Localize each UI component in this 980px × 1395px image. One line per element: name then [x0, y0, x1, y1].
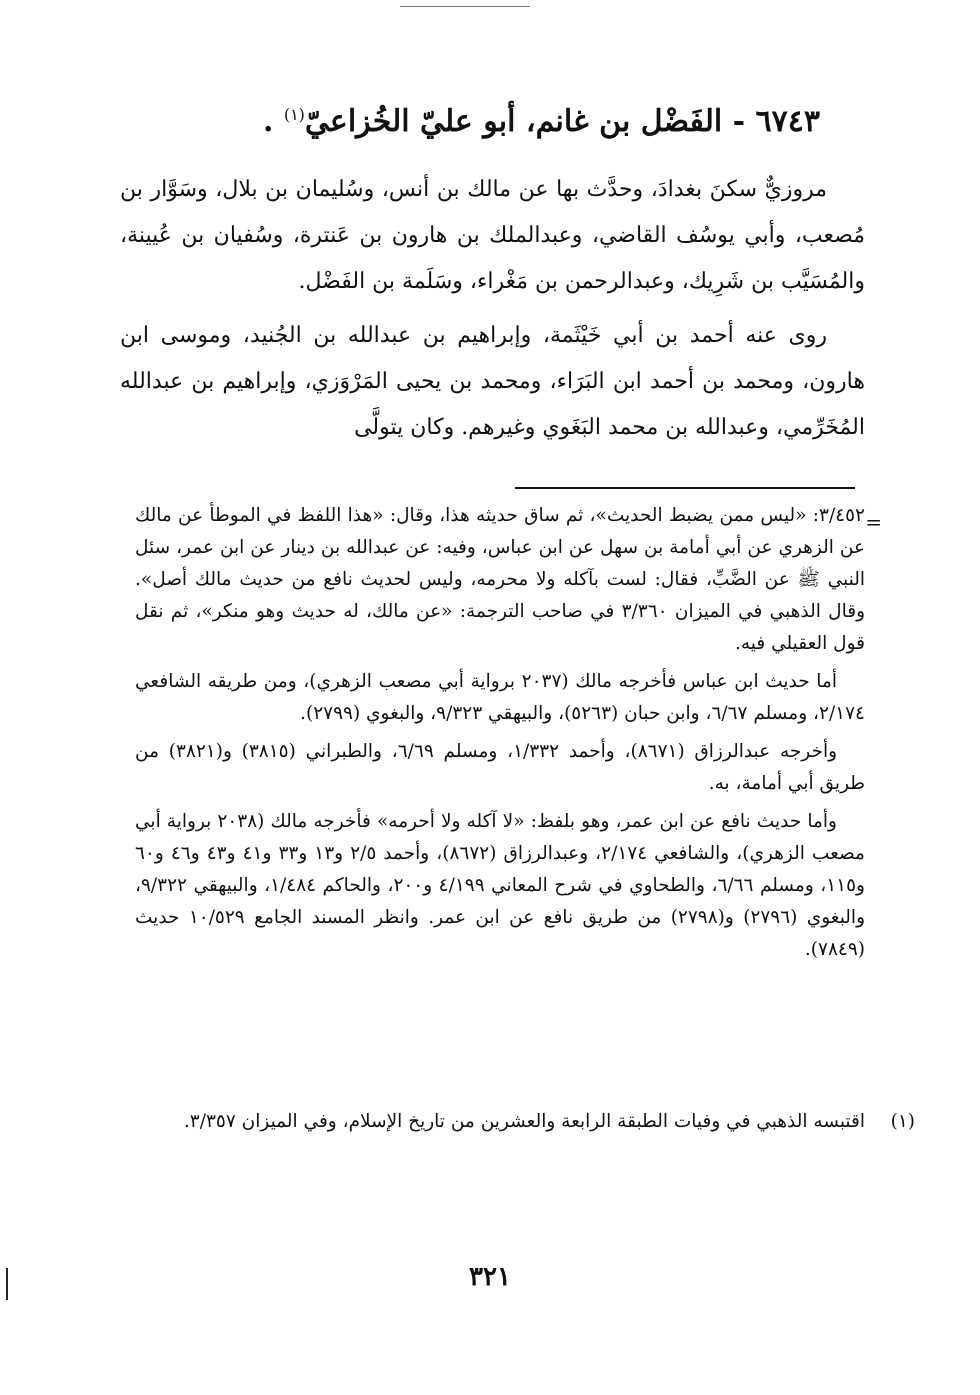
main-text — [120, 88, 865, 455]
body-paragraph-2: روى عنه أحمد بن أبي خَيْثَمة، وإبراهيم بن عبدالله بن الجُنيد، وموسى ابن هارون، ومحمد بن أحمد ابن البَرَاء، ومحمد بن يحيى المَرْوَزي، وإبراهيم بن عبدالله المُخَرِّمي، وعبدالله بن محمد البَغَوي وغيرهم. وكان يتولَّى — [120, 323, 865, 440]
continued-notes — [135, 500, 865, 972]
note-paragraph-2: أما حديث ابن عباس فأخرجه مالك (٢٠٣٧ برواية أبي مصعب الزهري)، ومن طريقه الشافعي ٢/١٧٤، ومسلم ٦/٦٧، وابن حبان (٥٢٦٣)، والبيهقي ٩/٣٢٣، والبغوي (٢٧٩٩). — [135, 671, 865, 724]
continuation-mark: = — [865, 510, 882, 534]
entry-title-text: ٦٧٤٣ - الفَضْل بن غانم، أبو عليّ الخُزاعيّ — [304, 104, 820, 139]
footnote-divider — [515, 487, 855, 489]
footnote-ref: (١) — [283, 105, 305, 124]
footnote-number: (١) — [890, 1111, 915, 1132]
entry-title-end: . — [262, 104, 284, 139]
note-paragraph-1: ٣/٤٥٢: «ليس ممن يضبط الحديث»، ثم ساق حديثه هذا، وقال: «هذا اللفظ في الموطأ عن مالك عن الزهري عن أبي أمامة بن سهل عن ابن عباس، وفيه: عن عبدالله بن دينار عن ابن عمر، سئل النبي ﷺ عن الضَّبِّ، فقال: لست بآكله ولا محرمه، وليس لحديث نافع من حديث مالك أصل». وقال الذهبي في الميزان ٣/٣٦٠ في صاحب الترجمة: «عن مالك، له حديث وهو منكر»، ثم نقل قول العقيلي فيه. — [135, 505, 866, 654]
top-scan-rule — [400, 6, 530, 7]
page-number: ٣٢١ — [469, 1262, 511, 1292]
footnote — [135, 1106, 915, 1138]
note-paragraph-4: وأما حديث نافع عن ابن عمر، وهو بلفظ: «لا آكله ولا أحرمه» فأخرجه مالك (٢٠٣٨ برواية أبي مصعب الزهري)، والشافعي ٢/١٧٤، وعبدالرزاق (٨٦٧٢)، وأحمد ٢/٥ و١٣ و٣٣ و٤١ و٤٣ و٤٦ و٦٠ و١١٥، ومسلم ٦/٦٦، والطحاوي في شرح المعاني ٤/١٩٩ و٢٠٠، والحاكم ١/٤٨٤، والبيهقي ٩/٣٢٢، والبغوي (٢٧٩٦) و(٢٧٩٨) من طريق نافع عن ابن عمر. وانظر المسند الجامع ١٠/٥٢٩ حديث (٧٨٤٩). — [135, 811, 866, 960]
body-paragraph-1: مروزيٌّ سكنَ بغدادَ، وحدَّث بها عن مالك بن أنس، وسُليمان بن بلال، وسَوَّار بن مُصعب، وأبي يوسُف القاضي، وعبدالملك بن هارون بن عَنترة، وسُفيان بن عُيينة، والمُسَيَّب بن شَرِيك، وعبدالرحمن بن مَغْراء، وسَلَمة بن الفَضْل. — [120, 177, 865, 294]
note-paragraph-3: وأخرجه عبدالرزاق (٨٦٧١)، وأحمد ١/٣٣٢، ومسلم ٦/٦٩، والطبراني (٣٨١٥) و(٣٨٢١) من طريق أبي أمامة، به. — [135, 741, 865, 794]
scan-margin-mark — [6, 1268, 8, 1300]
entry-title — [120, 88, 865, 149]
footnote-text: اقتبسه الذهبي في وفيات الطبقة الرابعة والعشرين من تاريخ الإسلام، وفي الميزان ٣/٣٥٧. — [183, 1111, 865, 1132]
